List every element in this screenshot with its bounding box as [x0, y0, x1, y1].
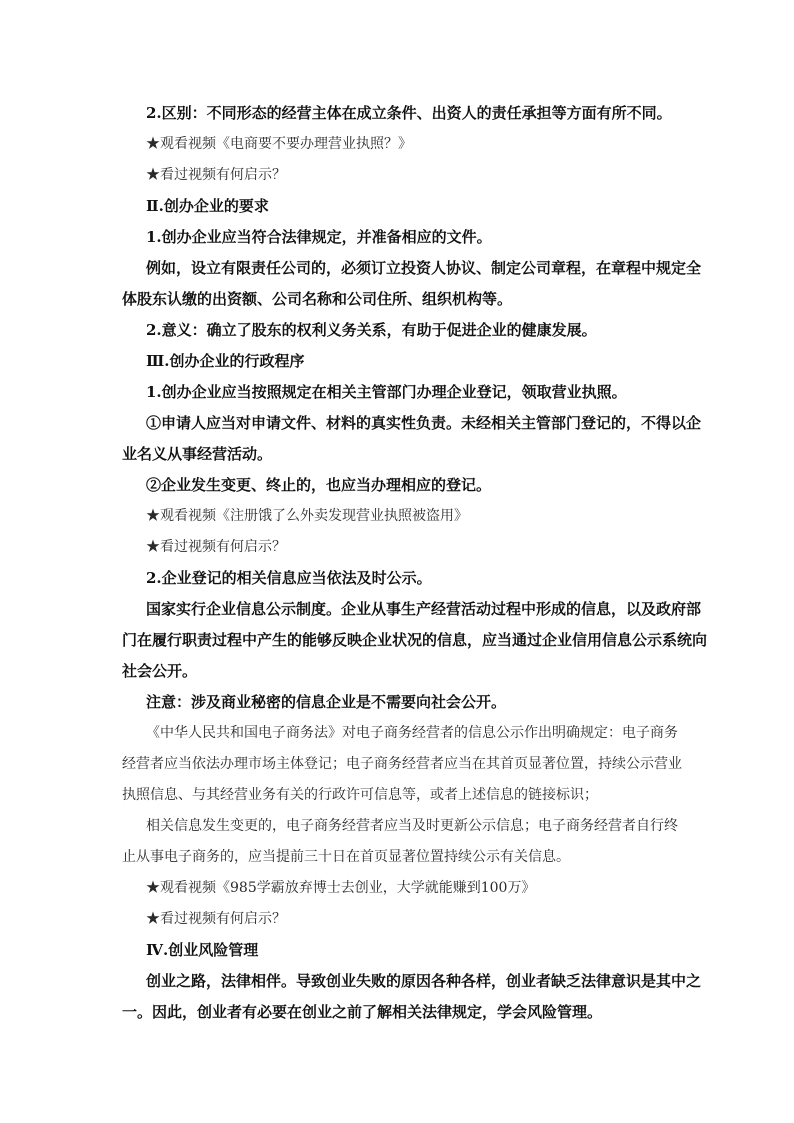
paragraph-line: 注意：涉及商业秘密的信息企业是不需要向社会公开。	[146, 693, 507, 711]
paragraph-line: 1.创办企业应当符合法律规定，并准备相应的文件。	[146, 228, 492, 246]
document-body	[122, 98, 708, 1028]
paragraph-line: Ⅲ.创办企业的行政程序	[146, 352, 305, 370]
paragraph-continuation-line: 社会公开。	[122, 662, 198, 680]
paragraph-continuation-line: 体股东认缴的出资额、公司名称和公司住所、组织机构等。	[122, 290, 513, 308]
paragraph-line: 2.意义：确立了股东的权利义务关系，有助于促进企业的健康发展。	[146, 321, 597, 339]
paragraph-line: Ⅳ.创业风险管理	[146, 941, 259, 959]
paragraph-line: 1.创办企业应当按照规定在相关主管部门办理企业登记，领取营业执照。	[146, 383, 627, 401]
paragraph-line: 创业之路，法律相伴。导致创业失败的原因各种各样，创业者缺乏法律意识是其中之	[146, 972, 702, 990]
paragraph-continuation-line: 止从事电子商务的，应当提前三十日在首页显著位置持续公示有关信息。	[122, 849, 570, 865]
paragraph-continuation-line: 门在履行职责过程中产生的能够反映企业状况的信息，应当通过企业信用信息公示系统向	[122, 631, 708, 649]
paragraph-line: ★看过视频有何启示？	[146, 167, 286, 183]
paragraph-line: 2.区别：不同形态的经营主体在成立条件、出资人的责任承担等方面有所不同。	[146, 104, 672, 122]
paragraph-line: ★观看视频《985学霸放弃博士去创业，大学就能赚到100万》	[146, 880, 536, 896]
paragraph-continuation-line: 执照信息、与其经营业务有关的行政许可信息等，或者上述信息的链接标识；	[122, 787, 598, 803]
paragraph-line: 例如，设立有限责任公司的，必须订立投资人协议、制定公司章程，在章程中规定全	[146, 259, 702, 277]
paragraph-line: ★观看视频《电商要不要办理营业执照？》	[146, 136, 412, 152]
paragraph-line: 2.企业登记的相关信息应当依法及时公示。	[146, 569, 432, 587]
paragraph-line: ★看过视频有何启示？	[146, 539, 286, 555]
paragraph-line: ①申请人应当对申请文件、材料的真实性负责。未经相关主管部门登记的，不得以企	[146, 414, 702, 432]
paragraph-line: 国家实行企业信息公示制度。企业从事生产经营活动过程中形成的信息，以及政府部	[146, 600, 702, 618]
paragraph-line: ②企业发生变更、终止的，也应当办理相应的登记。	[146, 476, 492, 494]
paragraph-continuation-line: 一。因此，创业者有必要在创业之前了解相关法律规定，学会风险管理。	[122, 1003, 603, 1021]
paragraph-continuation-line: 业名义从事经营活动。	[122, 445, 273, 463]
paragraph-line: 《中华人民共和国电子商务法》对电子商务经营者的信息公示作出明确规定：电子商务	[146, 725, 678, 741]
paragraph-continuation-line: 经营者应当依法办理市场主体登记；电子商务经营者应当在其首页显著位置，持续公示营业	[122, 756, 682, 772]
paragraph-line: ★看过视频有何启示？	[146, 911, 286, 927]
paragraph-line: ★观看视频《注册饿了么外卖发现营业执照被盗用》	[146, 508, 468, 524]
paragraph-line: Ⅱ.创办企业的要求	[146, 197, 269, 215]
paragraph-line: 相关信息发生变更的，电子商务经营者应当及时更新公示信息；电子商务经营者自行终	[146, 818, 678, 834]
